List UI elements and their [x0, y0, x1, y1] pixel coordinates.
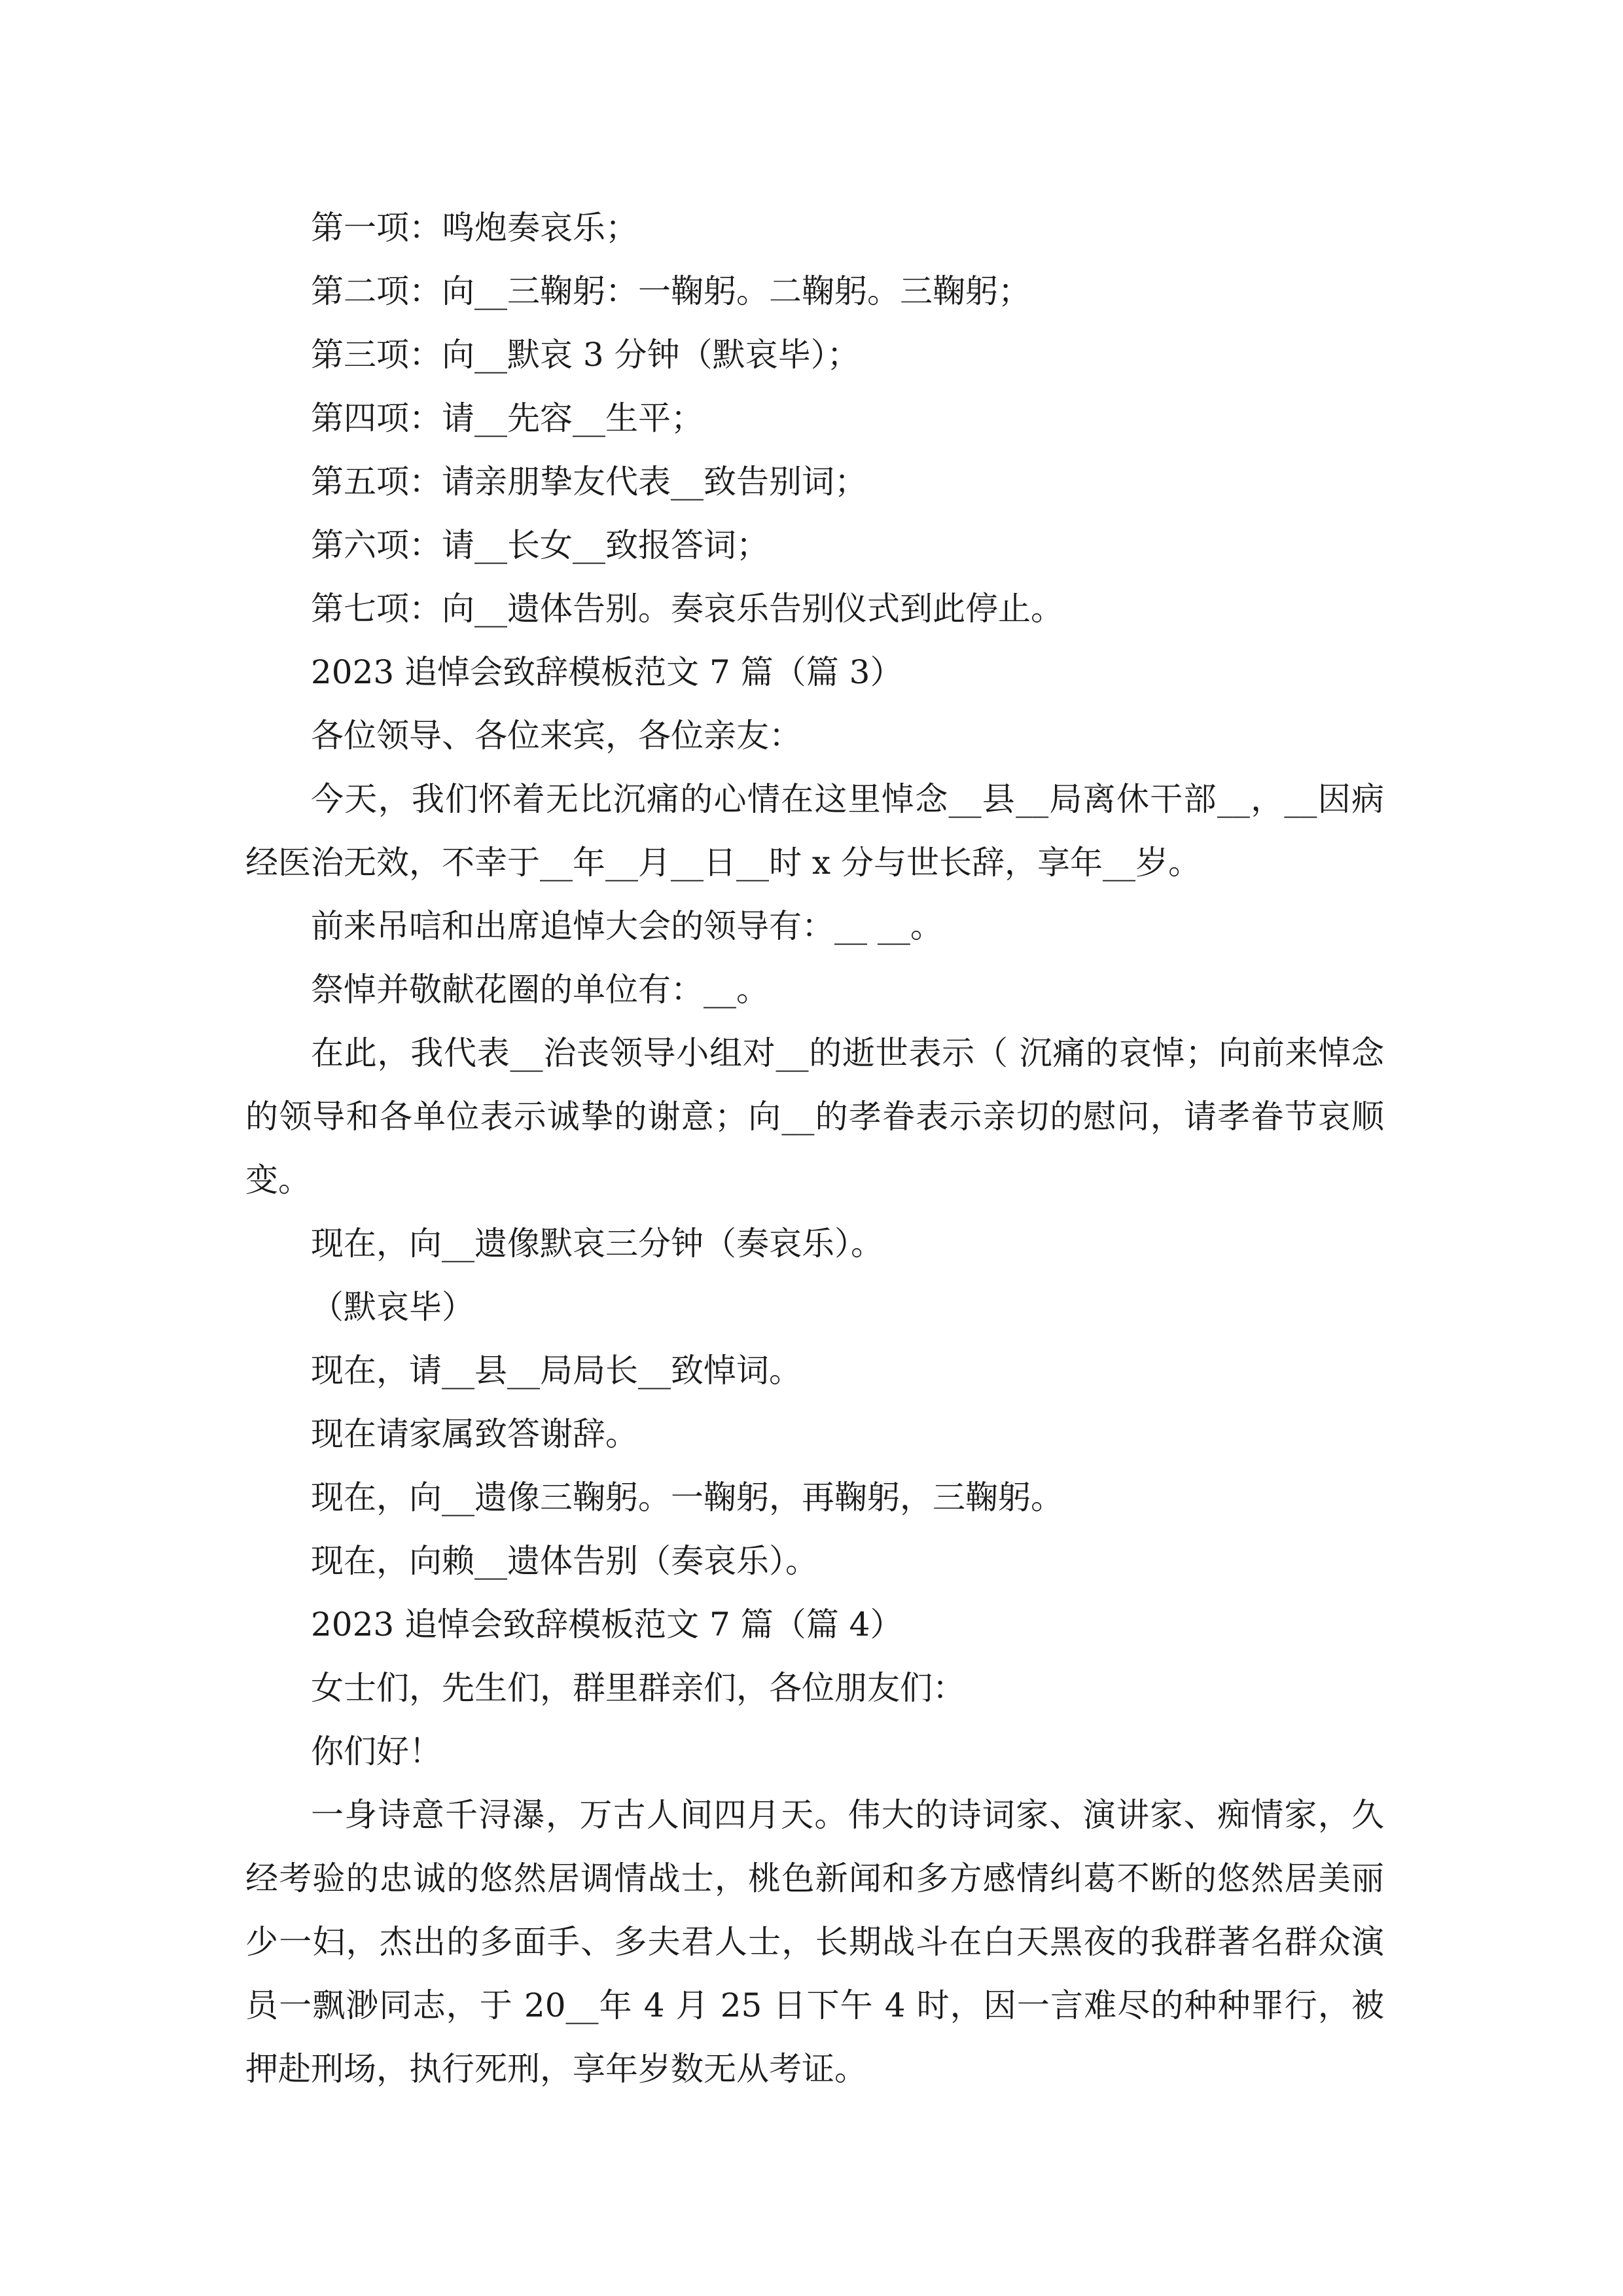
- paragraph: 现在，向__遗像三鞠躬。一鞠躬，再鞠躬，三鞠躬。: [311, 1479, 1063, 1516]
- section-heading: 2023 追悼会致辞模板范文 7 篇（篇 3）: [311, 653, 903, 691]
- section-heading: 2023 追悼会致辞模板范文 7 篇（篇 4）: [311, 1605, 903, 1643]
- document-body: [245, 196, 1384, 2101]
- paragraph: 第五项：请亲朋挚友代表__致告别词；: [311, 463, 867, 501]
- paragraph: 现在请家属致答谢辞。: [311, 1415, 638, 1453]
- paragraph: 现在，请__县__局局长__致悼词。: [311, 1352, 802, 1390]
- paragraph: 前来吊唁和出席追悼大会的领导有：__ __。: [311, 907, 943, 945]
- paragraph: 各位领导、各位来宾，各位亲友：: [311, 717, 802, 755]
- paragraph: 今天，我们怀着无比沉痛的心情在这里悼念__县__局离休干部__，__因病经医治无效，不幸于__年__月__日__时 x 分与世长辞，享年__岁。: [245, 780, 1384, 882]
- paragraph: 第二项：向__三鞠躬：一鞠躬。二鞠躬。三鞠躬；: [311, 272, 1031, 310]
- paragraph: 第四项：请__先容__生平；: [311, 399, 704, 437]
- paragraph: 第一项：鸣炮奏哀乐；: [311, 209, 638, 247]
- paragraph: 第六项：请__长女__致报答词；: [311, 526, 769, 564]
- paragraph: 在此，我代表__治丧领导小组对__的逝世表示（ 沉痛的哀悼；向前来悼念的领导和各单位表示诚挚的谢意；向__的孝眷表示亲切的慰问，请孝眷节哀顺变。: [245, 1034, 1384, 1199]
- paragraph: 第三项：向__默哀 3 分钟（默哀毕）；: [311, 336, 860, 374]
- paragraph: 第七项：向__遗体告别。奏哀乐告别仪式到此停止。: [311, 590, 1063, 628]
- paragraph: 女士们，先生们，群里群亲们，各位朋友们：: [311, 1669, 965, 1707]
- paragraph: 祭悼并敬献花圈的单位有：__。: [311, 971, 769, 1009]
- paragraph: 现在，向__遗像默哀三分钟（奏哀乐）。: [311, 1225, 883, 1263]
- paragraph: （默哀毕）: [311, 1288, 474, 1326]
- paragraph: 现在，向赖__遗体告别（奏哀乐）。: [311, 1542, 818, 1580]
- paragraph: 你们好！: [311, 1732, 442, 1770]
- paragraph: 一身诗意千浔瀑，万古人间四月天。伟大的诗词家、演讲家、痴情家，久经考验的忠诚的悠然居调情战士，桃色新闻和多方感情纠葛不断的悠然居美丽少一妇，杰出的多面手、多夫君人士，长期战斗在白天黑夜的我群著名群众演员一飘渺同志，于 20__年 4 月 25 日下午 4 时，因一言难尽的种种罪行，被押赴刑场，执行死刑，享年岁数无从考证。: [245, 1796, 1384, 2088]
